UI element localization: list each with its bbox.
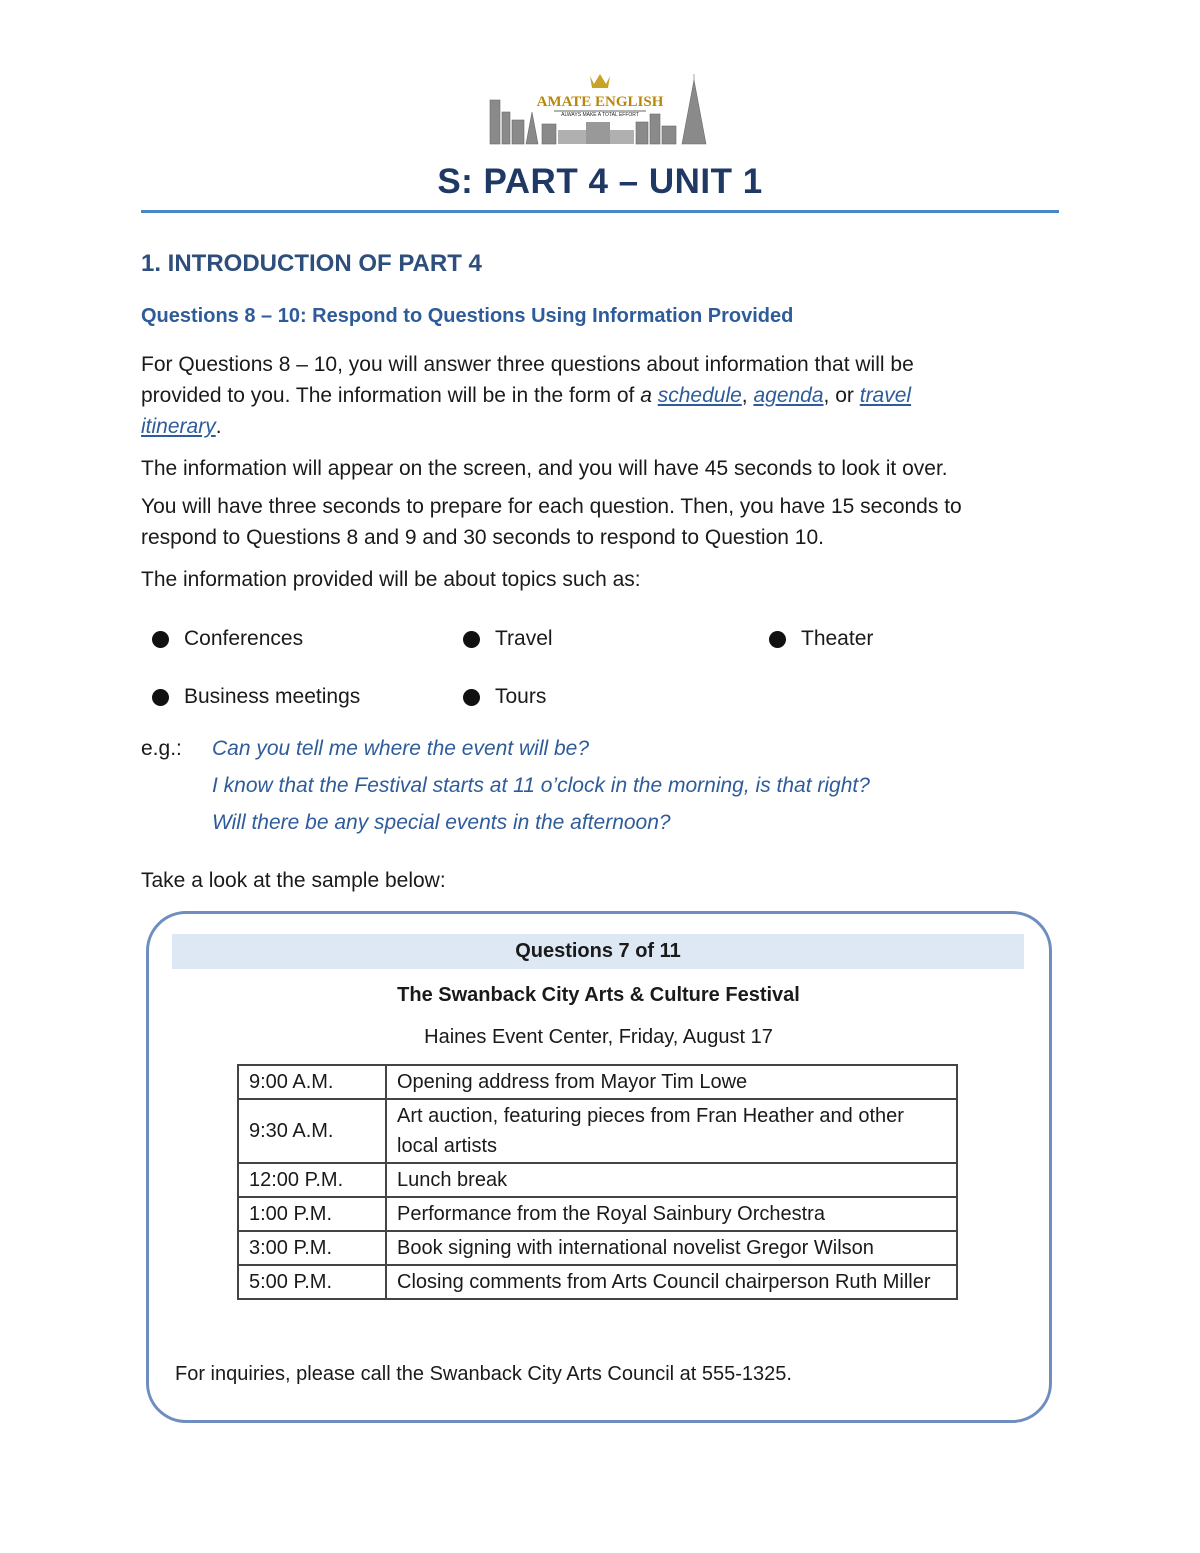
- bullet-icon: [152, 631, 169, 648]
- amate-english-logo: [486, 72, 714, 148]
- schedule-link[interactable]: schedule: [657, 384, 742, 407]
- bullet-icon: [463, 689, 480, 706]
- prep-line-1: You will have three seconds to prepare for each question. Then, you have 15 seconds to: [141, 495, 962, 518]
- table-row: [238, 1265, 957, 1299]
- document-title: S: PART 4 – UNIT 1: [437, 162, 763, 201]
- example-question: Will there be any special events in the afternoon?: [212, 811, 671, 834]
- description-cell: Performance from the Royal Sainbury Orchestra: [386, 1197, 957, 1231]
- intro-comma: ,: [741, 384, 754, 407]
- example-question: Can you tell me where the event will be?: [212, 737, 590, 760]
- schedule-table: [237, 1064, 958, 1300]
- description-cell: Lunch break: [386, 1163, 957, 1197]
- description-cell: Art auction, featuring pieces from Fran Heather and other local artists: [386, 1099, 957, 1163]
- table-row: [238, 1065, 957, 1099]
- timing-paragraph: The information will appear on the screen, and you will have 45 seconds to look it over.: [141, 457, 948, 480]
- section-heading: 1. INTRODUCTION OF PART 4: [141, 250, 482, 277]
- description-cell: Closing comments from Arts Council chairperson Ruth Miller: [386, 1265, 957, 1299]
- intro-article: a: [640, 384, 652, 407]
- table-row: [238, 1197, 957, 1231]
- event-title: The Swanback City Arts & Culture Festival: [397, 984, 800, 1006]
- table-row: [238, 1163, 957, 1197]
- logo-tagline-text: ALWAYS MAKE A TOTAL EFFORT: [561, 112, 639, 118]
- topic-label: Business meetings: [184, 685, 361, 708]
- topic-item: [152, 627, 303, 651]
- bullet-icon: [152, 689, 169, 706]
- time-cell: 3:00 P.M.: [238, 1231, 386, 1265]
- inquiry-note: For inquiries, please call the Swanback City Arts Council at 555-1325.: [175, 1363, 792, 1385]
- title-underline: [141, 210, 1059, 213]
- time-cell: 5:00 P.M.: [238, 1265, 386, 1299]
- question-counter: Questions 7 of 11: [172, 934, 1024, 969]
- itinerary-link[interactable]: itinerary: [141, 415, 216, 438]
- intro-line-2: [141, 380, 1061, 411]
- topic-item: [769, 627, 873, 651]
- logo-brand-text: AMATE ENGLISH: [536, 94, 664, 110]
- intro-paragraph: [141, 349, 1061, 442]
- topics-intro: The information provided will be about topics such as:: [141, 568, 641, 591]
- topic-item: [463, 685, 546, 709]
- example-question: I know that the Festival starts at 11 o’clock in the morning, is that right?: [212, 774, 870, 797]
- bullet-icon: [769, 631, 786, 648]
- intro-line-1: For Questions 8 – 10, you will answer three questions about information that will be: [141, 353, 914, 376]
- sample-intro: Take a look at the sample below:: [141, 869, 446, 892]
- example-label: e.g.:: [141, 737, 182, 760]
- topic-label: Travel: [495, 627, 553, 650]
- intro-or: , or: [823, 384, 860, 407]
- agenda-link[interactable]: agenda: [753, 384, 824, 407]
- time-cell: 9:30 A.M.: [238, 1099, 386, 1163]
- time-cell: 1:00 P.M.: [238, 1197, 386, 1231]
- topic-label: Conferences: [184, 627, 304, 650]
- description-cell: Book signing with international novelist Gregor Wilson: [386, 1231, 957, 1265]
- intro-period: .: [215, 415, 222, 438]
- bullet-icon: [463, 631, 480, 648]
- intro-text: provided to you. The information will be in the form of: [141, 384, 641, 407]
- description-cell: Opening address from Mayor Tim Lowe: [386, 1065, 957, 1099]
- topic-item: [152, 685, 360, 709]
- time-cell: 9:00 A.M.: [238, 1065, 386, 1099]
- prep-paragraph: [141, 491, 1061, 553]
- time-cell: 12:00 P.M.: [238, 1163, 386, 1197]
- prep-line-2: respond to Questions 8 and 9 and 30 seconds to respond to Question 10.: [141, 526, 824, 549]
- event-location: Haines Event Center, Friday, August 17: [424, 1026, 773, 1048]
- table-row: [238, 1231, 957, 1265]
- topic-label: Tours: [495, 685, 547, 708]
- table-row: [238, 1099, 957, 1163]
- intro-line-3: [141, 411, 1061, 442]
- subheading: Questions 8 – 10: Respond to Questions Using Information Provided: [141, 305, 794, 327]
- topic-item: [463, 627, 553, 651]
- topic-label: Theater: [801, 627, 874, 650]
- travel-link[interactable]: travel: [859, 384, 912, 407]
